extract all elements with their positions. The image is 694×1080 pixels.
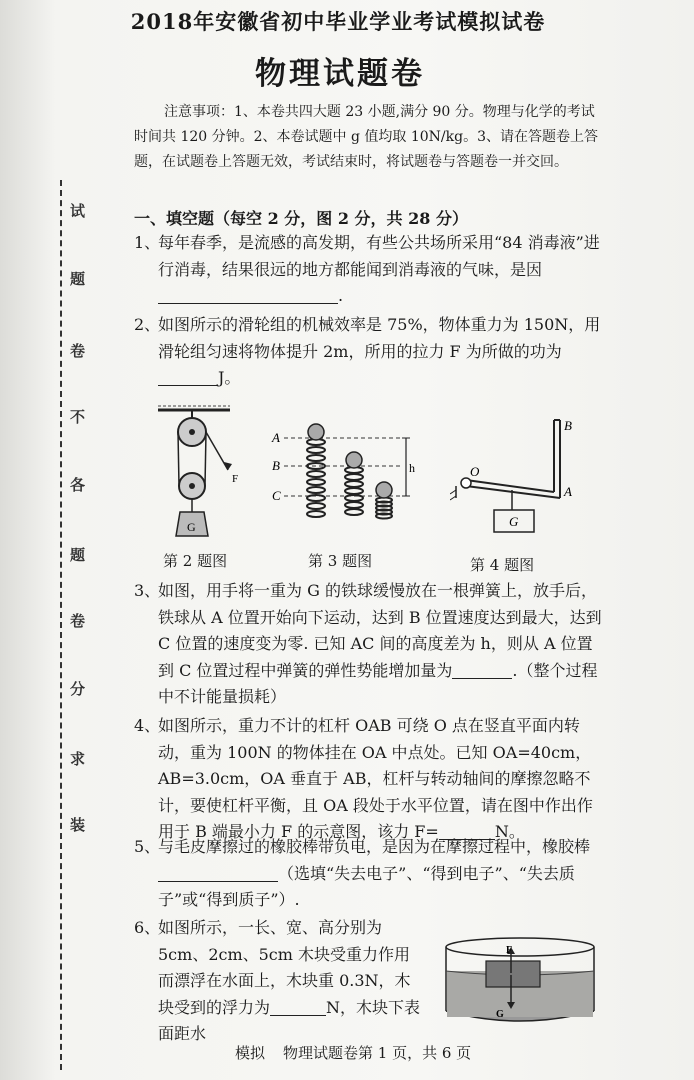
- label-O: O: [470, 464, 480, 479]
- binding-line: [60, 180, 62, 1070]
- section-heading: 一、填空题（每空 2 分，图 2 分，共 28 分）: [134, 209, 468, 228]
- figure-2-pulley: [150, 400, 260, 545]
- question-text: 如图所示，一长、宽、高分别为 5cm、2cm、5cm 木块受重力作用而漂浮在水面上，木块重 0.3N，木块受到的浮力为: [158, 918, 411, 1017]
- question-1: [134, 230, 602, 310]
- binding-char: 题: [70, 270, 86, 288]
- question-4: [134, 713, 602, 846]
- binding-char: 卷: [70, 342, 86, 360]
- question-text-tail: .: [338, 286, 344, 305]
- question-text-tail: J。: [218, 368, 241, 387]
- footer-mark: 模拟: [235, 1044, 266, 1062]
- figure-3-springs: [270, 420, 420, 530]
- exam-title: 2018年安徽省初中毕业学业考试模拟试卷: [130, 9, 546, 34]
- question-2: [134, 312, 602, 392]
- question-text-tail: .（整个过程中不计能量损耗）: [158, 660, 598, 706]
- question-3: [134, 578, 602, 711]
- question-number: 6、: [134, 918, 161, 937]
- binding-char: 装: [70, 816, 86, 834]
- label-A: A: [272, 430, 280, 445]
- question-text-tail: N。: [494, 822, 525, 841]
- label-B: B: [272, 458, 280, 473]
- figure-2-caption: 第 2 题图: [163, 552, 228, 570]
- question-text: 如图所示，重力不计的杠杆 OAB 可绕 O 点在竖直平面内转动，重为 100N 的物体挂在 OA 中点处。已知 OA=40cm，AB=3.0cm，OA 垂直于 AB，杠杆与转动轴间的摩擦忽略不计，要使杠杆平衡，且 OA 段处于水平位置，请在图中作出作用于 B 端最小力 F 的示意图，该力 F=: [158, 716, 593, 841]
- binding-char: 求: [70, 750, 86, 768]
- question-number: 3、: [134, 581, 161, 600]
- answer-blank[interactable]: [158, 287, 338, 304]
- question-text: 如图，用手将一重为 G 的铁球缓慢放在一根弹簧上，放手后，铁球从 A 位置开始向下运动，达到 B 位置速度达到最大，达到 C 位置的速度变为零. 已知 AC 间的高度差为 h，则从 A 位置到 C 位置过程中弹簧的弹性势能增加量为: [158, 581, 602, 680]
- question-6: [134, 915, 424, 1048]
- question-text: 每年春季，是流感的高发期，有些公共场所采用“84 消毒液”进行消毒，结果很远的地方都能闻到消毒液的气味，是因: [158, 233, 600, 279]
- label-F: F: [232, 473, 239, 485]
- question-text: 如图所示的滑轮组的机械效率是 75%，物体重力为 150N，用滑轮组匀速将物体提升 2m，所用的拉力 F 为所做的功为: [158, 315, 601, 361]
- figure-4-caption: 第 4 题图: [470, 556, 535, 574]
- binding-char: 题: [70, 546, 86, 564]
- question-text-tail: （选填“失去电子”、“得到电子”、“失去质子”或“得到质子”）.: [158, 863, 575, 909]
- answer-blank[interactable]: [158, 369, 218, 386]
- answer-blank[interactable]: [270, 999, 326, 1016]
- label-C: C: [272, 488, 281, 503]
- label-h: h: [409, 461, 415, 475]
- label-A: A: [564, 484, 572, 499]
- question-number: 2、: [134, 315, 161, 334]
- question-text-tail: N，木块下表面距水: [158, 997, 421, 1043]
- question-number: 1、: [134, 233, 161, 252]
- question-5: [134, 834, 602, 914]
- label-G: G: [187, 520, 196, 534]
- page-footer: [235, 1042, 471, 1063]
- binding-char: 分: [70, 680, 86, 698]
- label-B: B: [564, 418, 572, 433]
- notice-text: 注意事项：1、本卷共四大题 23 小题,满分 90 分。物理与化学的考试时间共 120 分钟。2、本卷试题中 g 值均取 10N/kg。3、请在答题卷上答题，在试题卷上答题无效，考试结束时，将试题卷与答题卷一并交回。: [134, 104, 598, 170]
- question-text: 与毛皮摩擦过的橡胶棒带负电，是因为在摩擦过程中，橡胶棒: [158, 837, 591, 856]
- binding-char: 试: [70, 202, 86, 220]
- label-G: G: [496, 1009, 504, 1020]
- answer-blank[interactable]: [452, 662, 512, 679]
- binding-char: 各: [70, 476, 86, 494]
- binding-char: 卷: [70, 612, 86, 630]
- question-number: 4、: [134, 716, 161, 735]
- footer-page-info: 物理试题卷第 1 页，共 6 页: [283, 1044, 472, 1062]
- figure-4-lever: [450, 412, 590, 537]
- label-F: F: [506, 945, 513, 956]
- figure-6-floating-block: [440, 935, 600, 1027]
- question-number: 5、: [134, 837, 161, 856]
- label-G: G: [509, 514, 519, 529]
- answer-blank[interactable]: [158, 865, 278, 882]
- figure-3-caption: 第 3 题图: [308, 552, 373, 570]
- binding-char: 不: [70, 408, 86, 426]
- paper-title: 物理试题卷: [255, 56, 425, 92]
